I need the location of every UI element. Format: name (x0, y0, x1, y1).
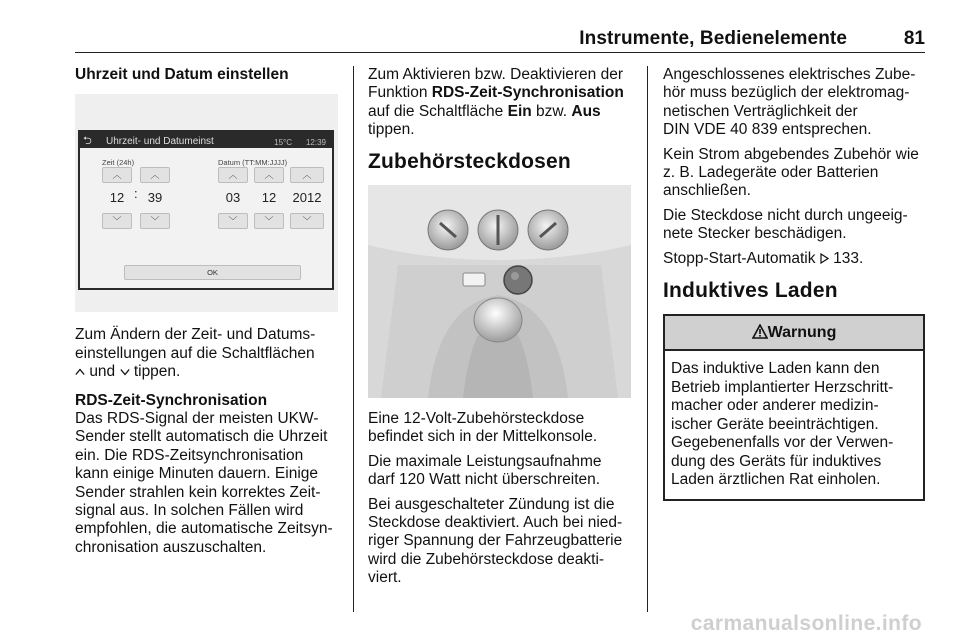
text-line: viert. (368, 569, 402, 587)
reference-arrow-icon (820, 253, 829, 264)
chevron-up-icon[interactable]: ︿ (218, 167, 248, 183)
screen-temperature: 15°C (274, 138, 292, 148)
day-spinner (218, 167, 248, 229)
text-line: empfohlen, die automatische Zeitsyn- (75, 520, 333, 538)
text-line: signal aus. In solchen Fällen wird (75, 502, 304, 520)
text-line: Kein Strom abgebendes Zubehör wie (663, 145, 919, 163)
warning-title: Warnung (767, 324, 837, 342)
paragraph (368, 66, 633, 140)
paragraph (368, 453, 633, 490)
chevron-down-icon (120, 367, 130, 377)
bold-term: Aus (571, 102, 601, 120)
text-line: Angeschlossenes elektrisches Zube- (663, 66, 916, 83)
text-word: Funktion (368, 84, 428, 102)
chevron-up-icon (75, 367, 85, 377)
text-line: Die Steckdose nicht durch ungeeig- (663, 206, 908, 224)
console-photo (368, 185, 631, 398)
hour-spinner (102, 167, 132, 229)
screen-titlebar (78, 130, 334, 148)
section-title: Induktives Laden (663, 279, 838, 303)
text-line: Die maximale Leistungsaufnahme (368, 452, 602, 470)
text-line: Zum Ändern der Zeit- und Datums- (75, 326, 316, 344)
text-line: netischen Verträglichkeit der (663, 102, 858, 120)
chevron-up-icon[interactable]: ︿ (290, 167, 324, 183)
text-line: Laden ärztlichen Rat einholen. (671, 470, 881, 488)
minute-value: 39 (147, 190, 163, 206)
paragraph (75, 410, 340, 557)
warning-body (665, 351, 923, 499)
text-line: hör muss bezüglich der elektromag- (663, 84, 910, 102)
year-value: 2012 (292, 190, 322, 206)
text-line: anschließen. (663, 182, 751, 200)
text-word: und (89, 363, 116, 381)
chevron-up-icon[interactable]: ︿ (254, 167, 284, 183)
text-word: tippen. (368, 121, 415, 139)
paragraph (368, 410, 633, 447)
screen-content (80, 148, 332, 288)
back-arrow-icon[interactable]: ⮌ (83, 135, 92, 148)
watermark: carmanualsonline.info (690, 612, 922, 635)
text-line: ischer Geräte beeinträchtigen. (671, 415, 879, 433)
text-line: darf 120 Watt nicht überschreiten. (368, 471, 601, 489)
text-line: Betrieb implantierter Herzschritt- (671, 378, 894, 396)
center-console-image (368, 185, 631, 398)
chevron-down-icon[interactable]: ﹀ (102, 213, 132, 229)
text-line: z. B. Ladegeräte oder Batterien (663, 164, 879, 182)
screen-figure (75, 94, 338, 312)
chevron-down-icon[interactable]: ﹀ (290, 213, 324, 229)
section-heading: Uhrzeit und Datum einstellen (75, 66, 289, 83)
reference-text: Stopp-Start-Automatik (663, 249, 816, 267)
time-label: Zeit (24h) (102, 158, 135, 168)
text-line: Gegebenenfalls vor der Verwen- (671, 434, 894, 452)
text-line: DIN VDE 40 839 entsprechen. (663, 121, 872, 139)
text-word: bzw. (536, 102, 568, 120)
bold-term: Ein (507, 102, 532, 120)
chevron-up-icon[interactable]: ︿ (140, 167, 170, 183)
date-label: Datum (TT:MM:JJJJ) (218, 158, 288, 168)
month-value: 12 (261, 190, 277, 206)
paragraph (368, 496, 633, 588)
chevron-down-icon[interactable]: ﹀ (254, 213, 284, 229)
text-word: auf die Schaltfläche (368, 102, 504, 120)
text-line: Steckdose deaktiviert. Auch bei nied- (368, 514, 623, 532)
reference-page[interactable]: 133. (833, 249, 864, 267)
cross-reference (663, 250, 928, 268)
text-line: Zum Aktivieren bzw. Deaktivieren der (368, 66, 623, 83)
column-1 (75, 66, 340, 563)
warning-header (665, 316, 923, 351)
text-line: macher oder anderer medizin- (671, 397, 879, 415)
header-title: Instrumente, Bedienelemente (579, 28, 847, 49)
screen-clock: 12:39 (305, 138, 326, 148)
ok-button[interactable]: OK (124, 265, 301, 280)
section-title: Zubehörsteckdosen (368, 149, 571, 173)
text-line: Bei ausgeschalteter Zündung ist die (368, 495, 615, 513)
paragraph (75, 326, 340, 381)
column-divider (353, 66, 354, 612)
column-3 (663, 66, 928, 501)
text-line: befindet sich in der Mittelkonsole. (368, 428, 598, 446)
text-line: Sender stellt automatisch die Uhrzeit (75, 428, 328, 446)
text-line: Sender strahlen kein korrektes Zeit- (75, 483, 321, 501)
column-divider (647, 66, 648, 612)
text-line: Das RDS-Signal der meisten UKW- (75, 410, 319, 428)
warning-triangle-icon (752, 324, 768, 339)
minute-spinner (140, 167, 170, 229)
text-line: riger Spannung der Fahrzeugbatterie (368, 532, 623, 550)
warning-box (663, 314, 925, 501)
page-number: 81 (903, 28, 925, 49)
day-value: 03 (225, 190, 241, 206)
text-line: Das induktive Laden kann den (671, 360, 880, 378)
subheading: RDS-Zeit-Synchronisation (75, 391, 268, 409)
text-line: nete Stecker beschädigen. (663, 225, 847, 243)
bold-term: RDS-Zeit-Synchronisation (431, 84, 624, 102)
paragraph (663, 207, 928, 244)
text-line: chronisation auszuschalten. (75, 538, 267, 556)
chevron-down-icon[interactable]: ﹀ (140, 213, 170, 229)
screen-title: Uhrzeit- und Datumeinst (106, 136, 214, 148)
time-separator: : (134, 186, 138, 202)
display-screen (78, 130, 334, 290)
text-line: wird die Zubehörsteckdose deakti- (368, 550, 605, 568)
hour-value: 12 (109, 190, 125, 206)
text-line: einstellungen auf die Schaltflächen (75, 344, 315, 362)
month-spinner (254, 167, 284, 229)
paragraph (663, 66, 928, 140)
chevron-up-icon[interactable]: ︿ (102, 167, 132, 183)
text-word: tippen. (133, 363, 181, 381)
text-line: Eine 12-Volt-Zubehörsteckdose (368, 410, 585, 428)
paragraph (663, 146, 928, 201)
column-2 (368, 66, 633, 594)
chevron-down-icon[interactable]: ﹀ (218, 213, 248, 229)
text-line: dung des Geräts für induktives (671, 452, 882, 470)
year-spinner (290, 167, 324, 229)
text-line: ein. Die RDS-Zeitsynchronisation (75, 446, 304, 464)
text-line: kann einige Minuten dauern. Einige (75, 465, 319, 483)
page-header (75, 28, 925, 53)
